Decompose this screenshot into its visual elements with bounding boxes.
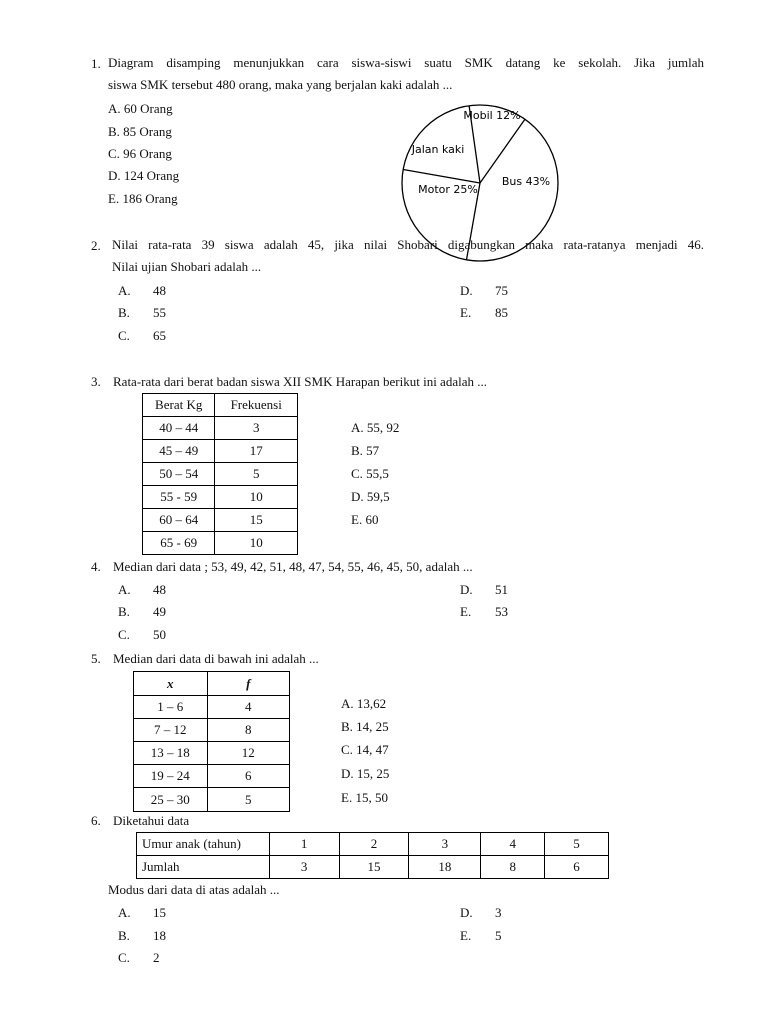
option-c-value: 50 bbox=[153, 627, 166, 642]
option-letter: C. bbox=[118, 627, 130, 642]
option-e[interactable] bbox=[460, 928, 471, 944]
table-cell: 6 bbox=[545, 856, 609, 879]
option-a[interactable]: A. 60 Orang bbox=[108, 101, 173, 116]
option-b-value: 55 bbox=[153, 305, 166, 320]
option-b[interactable] bbox=[118, 928, 130, 944]
pie-label-jalan-kaki: Jalan kaki bbox=[411, 143, 465, 156]
option-d-value: 3 bbox=[495, 905, 502, 920]
option-c[interactable]: C. 96 Orang bbox=[108, 146, 172, 161]
pie-label-bus: Bus 43% bbox=[501, 175, 551, 188]
table-cell: 40 – 44 bbox=[143, 417, 215, 440]
table-cell: 17 bbox=[215, 440, 298, 463]
option-e[interactable]: E. 60 bbox=[351, 512, 379, 527]
table-cell: 55 - 59 bbox=[143, 486, 215, 509]
pie-label-mobil: Mobil 12% bbox=[463, 109, 521, 122]
option-letter: D. bbox=[460, 283, 473, 298]
table-cell: 3 bbox=[409, 833, 481, 856]
question-number: 2. bbox=[91, 238, 101, 253]
question-text: Diketahui data bbox=[113, 813, 190, 828]
table-cell: 60 – 64 bbox=[143, 509, 215, 532]
option-c[interactable] bbox=[118, 328, 130, 344]
table-cell: 1 bbox=[269, 833, 339, 856]
question-number: 3. bbox=[91, 374, 101, 389]
option-a[interactable]: A. 55, 92 bbox=[351, 420, 400, 435]
table-cell: 19 – 24 bbox=[134, 765, 208, 788]
option-b[interactable] bbox=[118, 305, 130, 321]
table-cell: 10 bbox=[215, 532, 298, 555]
table-cell: 15 bbox=[339, 856, 409, 879]
option-d-value: 75 bbox=[495, 283, 508, 298]
question-line: Nilai rata-rata 39 siswa adalah 45, jika nilai Shobari digabungkan maka rata-ratanya menjadi 46. bbox=[112, 237, 704, 252]
question-text bbox=[112, 234, 704, 278]
option-d[interactable] bbox=[460, 283, 473, 299]
question-number: 6. bbox=[91, 813, 101, 828]
question-number: 1. bbox=[91, 56, 101, 71]
question-text: Median dari data ; 53, 49, 42, 51, 48, 47, 54, 55, 46, 45, 50, adalah ... bbox=[113, 559, 473, 574]
table-cell: 25 – 30 bbox=[134, 788, 208, 812]
option-d-value: 51 bbox=[495, 582, 508, 597]
table-cell: 4 bbox=[207, 696, 289, 719]
option-d[interactable] bbox=[460, 582, 473, 598]
table-cell: 1 – 6 bbox=[134, 696, 208, 719]
question-line: siswa SMK tersebut 480 orang, maka yang berjalan kaki adalah ... bbox=[108, 77, 453, 92]
question-text: Median dari data di bawah ini adalah ... bbox=[113, 651, 319, 666]
header-cell: Frekuensi bbox=[215, 394, 298, 417]
option-a-value: 48 bbox=[153, 582, 166, 597]
option-letter: B. bbox=[118, 604, 130, 619]
option-letter: B. bbox=[118, 305, 130, 320]
option-b[interactable]: B. 14, 25 bbox=[341, 719, 389, 734]
option-letter: A. bbox=[118, 905, 131, 920]
table-cell: 12 bbox=[207, 742, 289, 765]
option-d[interactable]: D. 15, 25 bbox=[341, 766, 390, 781]
option-b[interactable]: B. 57 bbox=[351, 443, 380, 458]
option-c-value: 65 bbox=[153, 328, 166, 343]
question-number: 5. bbox=[91, 651, 101, 666]
table-cell: 65 - 69 bbox=[143, 532, 215, 555]
pie-label-motor: Motor 25% bbox=[418, 183, 478, 196]
table-cell: 13 – 18 bbox=[134, 742, 208, 765]
table-cell: 5 bbox=[207, 788, 289, 812]
option-a[interactable] bbox=[118, 582, 131, 598]
option-c[interactable]: C. 14, 47 bbox=[341, 742, 389, 757]
table-cell: 5 bbox=[545, 833, 609, 856]
option-d[interactable]: D. 59,5 bbox=[351, 489, 390, 504]
question-line: Nilai ujian Shobari adalah ... bbox=[112, 259, 262, 274]
option-b[interactable]: B. 85 Orang bbox=[108, 124, 172, 139]
option-d[interactable] bbox=[460, 905, 473, 921]
header-cell: f bbox=[207, 672, 289, 696]
option-e-value: 85 bbox=[495, 305, 508, 320]
option-e-value: 53 bbox=[495, 604, 508, 619]
table-cell: 5 bbox=[215, 463, 298, 486]
option-letter: A. bbox=[118, 582, 131, 597]
weight-frequency-table bbox=[142, 393, 298, 555]
table-cell: 50 – 54 bbox=[143, 463, 215, 486]
option-letter: E. bbox=[460, 604, 472, 619]
question-prompt: Modus dari data di atas adalah ... bbox=[108, 882, 280, 897]
option-c-value: 2 bbox=[153, 950, 160, 965]
option-e[interactable] bbox=[460, 604, 471, 620]
option-letter: E. bbox=[460, 305, 472, 320]
option-a-value: 48 bbox=[153, 283, 166, 298]
table-cell: 3 bbox=[215, 417, 298, 440]
option-a[interactable] bbox=[118, 905, 131, 921]
table-cell: 4 bbox=[481, 833, 545, 856]
table-cell: 8 bbox=[207, 719, 289, 742]
option-c[interactable] bbox=[118, 627, 130, 643]
table-cell: 6 bbox=[207, 765, 289, 788]
row-label: Jumlah bbox=[137, 856, 270, 879]
table-cell: 3 bbox=[269, 856, 339, 879]
header-cell: Berat Kg bbox=[143, 394, 215, 417]
option-letter: C. bbox=[118, 950, 130, 965]
option-c[interactable]: C. 55,5 bbox=[351, 466, 389, 481]
option-a-value: 15 bbox=[153, 905, 166, 920]
option-letter: C. bbox=[118, 328, 130, 343]
option-d[interactable]: D. 124 Orang bbox=[108, 168, 180, 183]
option-b-value: 18 bbox=[153, 928, 166, 943]
option-letter: A. bbox=[118, 283, 131, 298]
option-b[interactable] bbox=[118, 604, 130, 620]
option-letter: B. bbox=[118, 928, 130, 943]
option-c[interactable] bbox=[118, 950, 130, 966]
age-count-table bbox=[136, 832, 609, 879]
question-number: 4. bbox=[91, 559, 101, 574]
option-letter: D. bbox=[460, 582, 473, 597]
question-text: Rata-rata dari berat badan siswa XII SMK Harapan berikut ini adalah ... bbox=[113, 374, 487, 389]
table-cell: 2 bbox=[339, 833, 409, 856]
option-letter: E. bbox=[460, 928, 472, 943]
table-cell: 8 bbox=[481, 856, 545, 879]
option-e-value: 5 bbox=[495, 928, 502, 943]
row-label: Umur anak (tahun) bbox=[137, 833, 270, 856]
question-text bbox=[108, 52, 704, 96]
option-e[interactable] bbox=[460, 305, 471, 321]
option-e[interactable]: E. 186 Orang bbox=[108, 191, 178, 206]
question-line: Diagram disamping menunjukkan cara siswa-siswi suatu SMK datang ke sekolah. Jika jumlah bbox=[108, 55, 704, 70]
option-letter: D. bbox=[460, 905, 473, 920]
header-cell: x bbox=[134, 672, 208, 696]
option-b-value: 49 bbox=[153, 604, 166, 619]
table-cell: 10 bbox=[215, 486, 298, 509]
table-cell: 45 – 49 bbox=[143, 440, 215, 463]
interval-frequency-table bbox=[133, 671, 290, 812]
table-cell: 15 bbox=[215, 509, 298, 532]
table-cell: 7 – 12 bbox=[134, 719, 208, 742]
option-a[interactable]: A. 13,62 bbox=[341, 696, 387, 711]
table-cell: 18 bbox=[409, 856, 481, 879]
option-a[interactable] bbox=[118, 283, 131, 299]
option-e[interactable]: E. 15, 50 bbox=[341, 790, 388, 805]
